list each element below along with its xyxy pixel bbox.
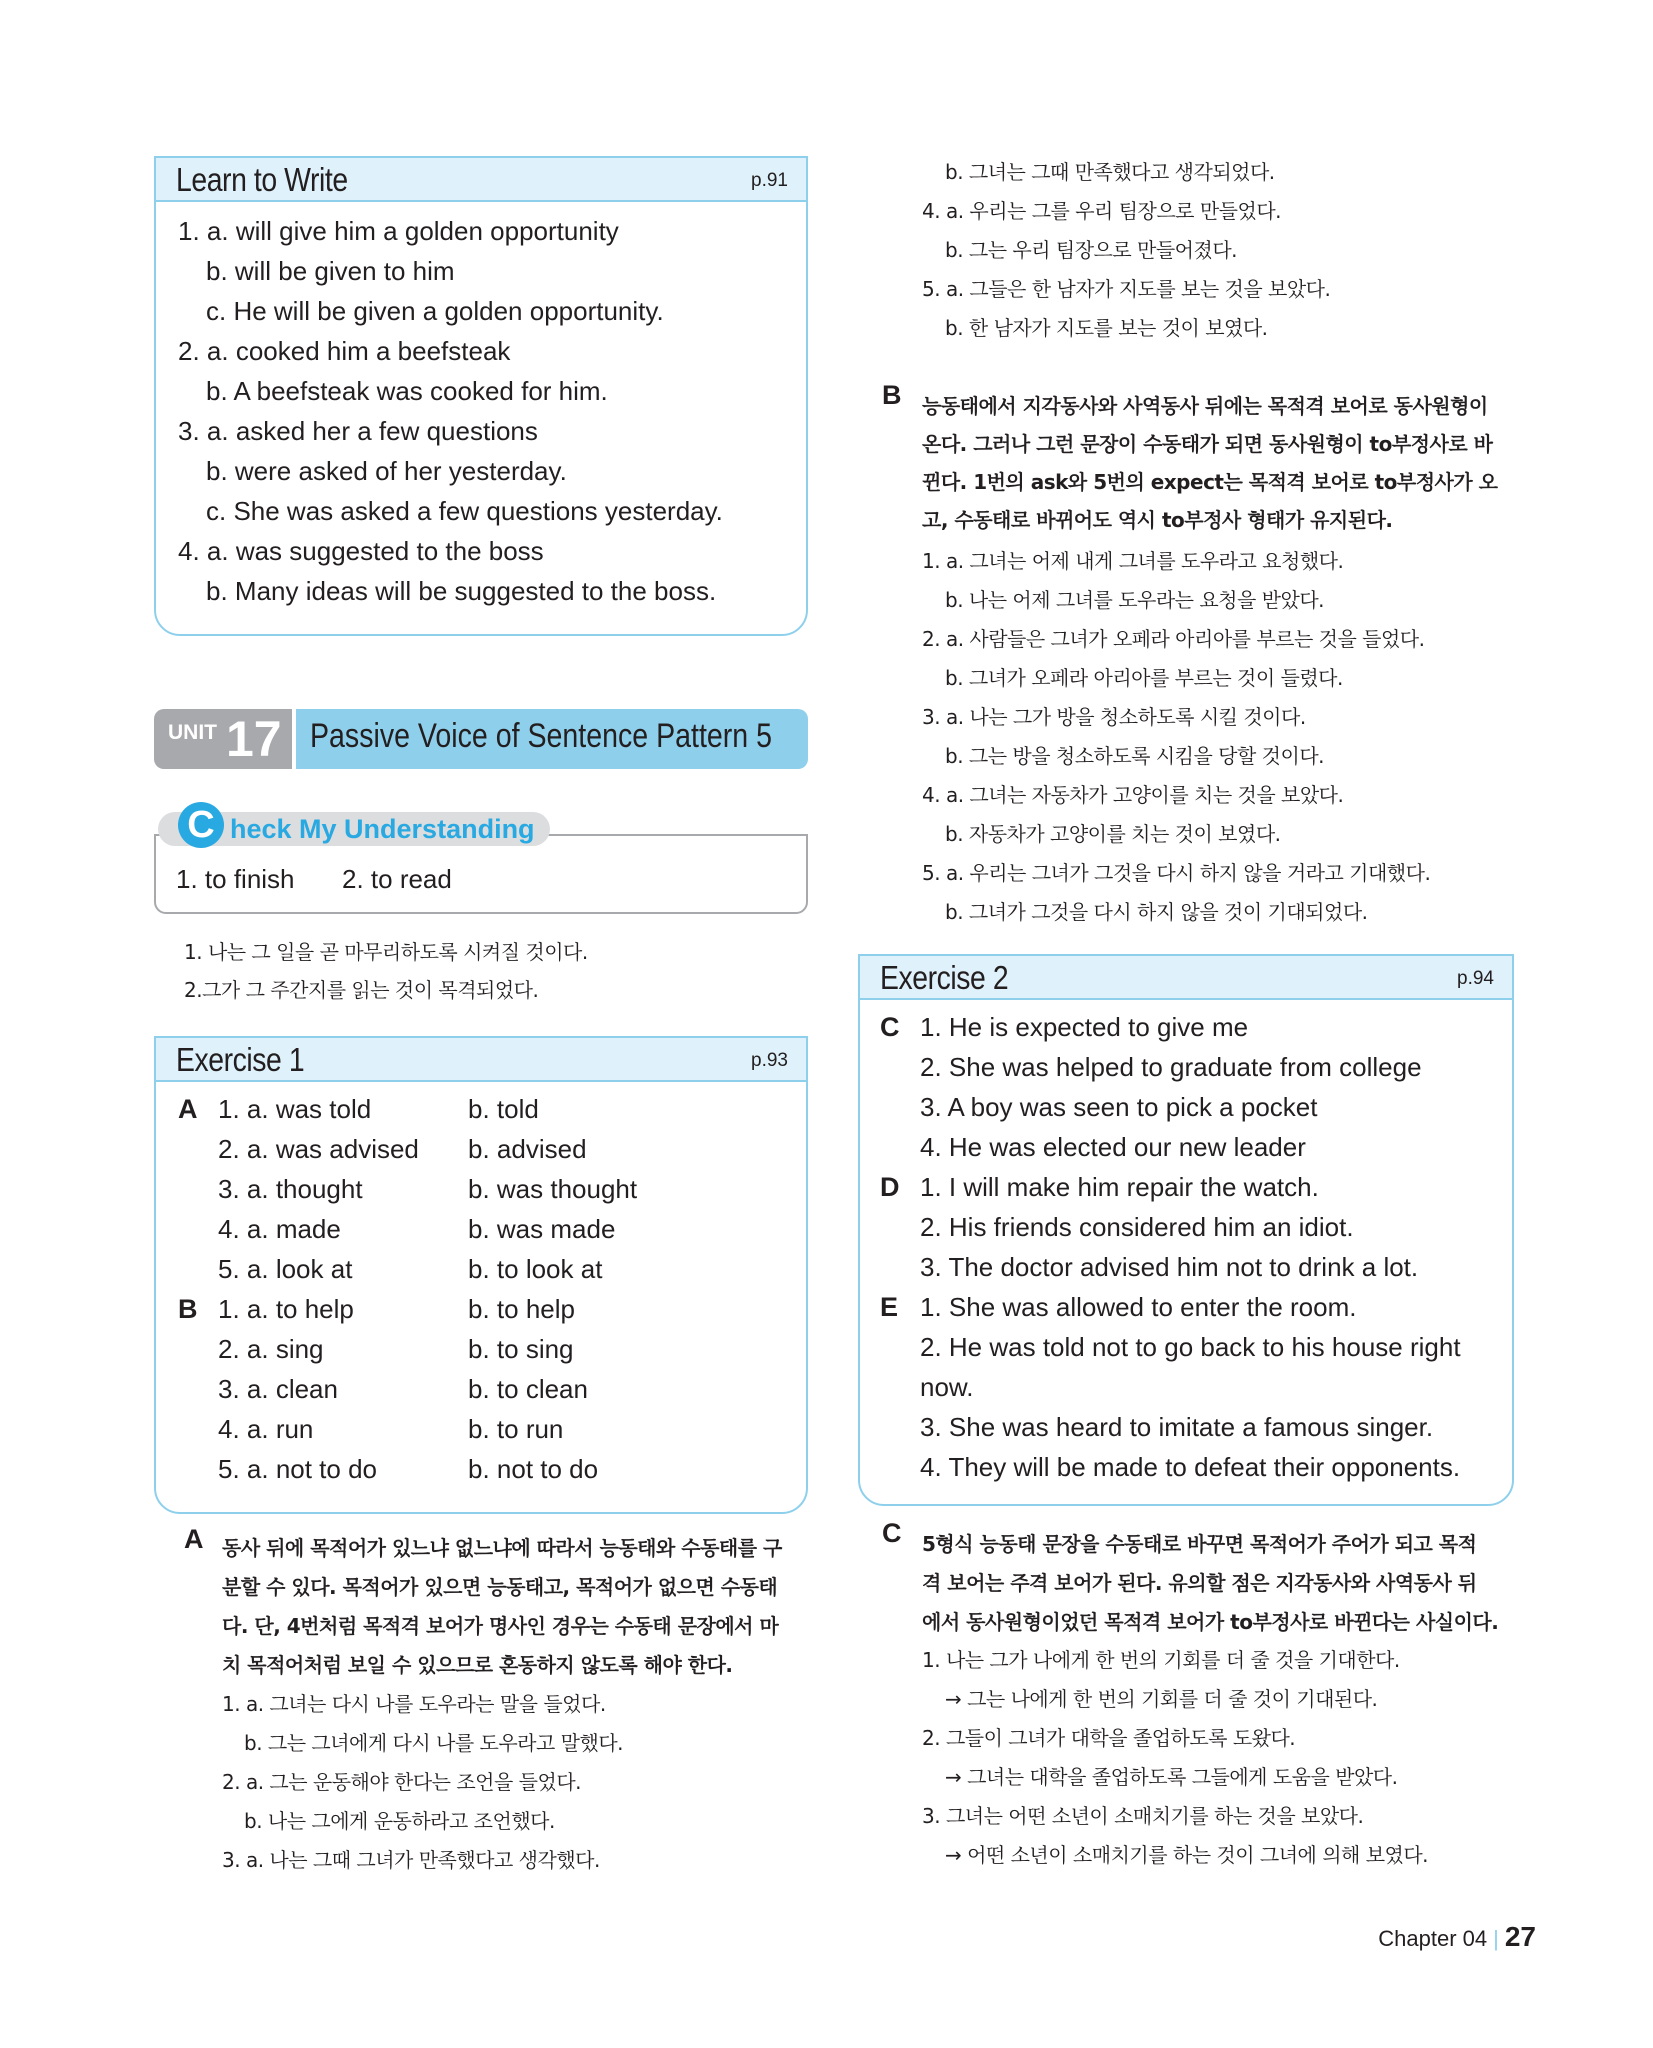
explanation-a-item: b. 그는 우리 팀장으로 만들어졌다. — [945, 238, 1237, 262]
exercise2-header — [860, 956, 1512, 1000]
exercise2-answer-line: now. — [920, 1372, 974, 1402]
footer-chapter: Chapter 04 — [1378, 1926, 1488, 1951]
exercise1-section-letter: A — [178, 1094, 198, 1124]
exercise1-answer-b: b. told — [468, 1094, 539, 1124]
explanation-c-text: 격 보어는 주격 보어가 된다. 유의할 점은 지각동사와 사역동사 뒤 — [922, 1571, 1477, 1595]
exercise1-answer-a: 1. a. to help — [218, 1294, 354, 1324]
unit-title: Passive Voice of Sentence Pattern 5 — [310, 717, 773, 755]
explanation-c-item: 1. 나는 그가 나에게 한 번의 기회를 더 줄 것을 기대한다. — [922, 1648, 1400, 1672]
exercise2-section-letter: E — [880, 1292, 899, 1322]
explanation-b-item: b. 자동차가 고양이를 치는 것이 보였다. — [945, 822, 1281, 846]
exercise2-answer-line: 1. She was allowed to enter the room. — [920, 1292, 1357, 1322]
explanation-b-text: 온다. 그러나 그런 문장이 수동태가 되면 동사원형이 to부정사로 바 — [922, 432, 1493, 456]
explanation-a-item: 3. a. 나는 그때 그녀가 만족했다고 생각했다. — [222, 1848, 600, 1872]
footer-page-number: 27 — [1504, 1921, 1536, 1952]
explanation-c-item: → 그녀는 대학을 졸업하도록 그들에게 도움을 받았다. — [945, 1765, 1398, 1789]
explanation-a-item: 4. a. 우리는 그를 우리 팀장으로 만들었다. — [922, 199, 1281, 223]
exercise2-answer-line: 3. She was heard to imitate a famous singer. — [920, 1412, 1434, 1442]
check-my-understanding — [154, 804, 808, 914]
exercise1-answer-b: b. to clean — [468, 1374, 588, 1404]
explanation-b-item: b. 나는 어제 그녀를 도우라는 요청을 받았다. — [945, 588, 1324, 612]
learn-to-write-box — [154, 156, 808, 636]
footer-separator: | — [1493, 1926, 1499, 1951]
cmu-label: heck My Understanding — [230, 814, 535, 844]
explanation-a-item: 1. a. 그녀는 다시 나를 도우라는 말을 들었다. — [222, 1692, 606, 1716]
explanation-b-text: 뀐다. 1번의 ask와 5번의 expect는 목적격 보어로 to부정사가 오 — [922, 470, 1498, 494]
exercise2-page-ref: p.94 — [1457, 968, 1494, 989]
explanation-b-item: b. 그녀가 그것을 다시 하지 않을 것이 기대되었다. — [945, 900, 1368, 924]
ltw-answer-line: b. A beefsteak was cooked for him. — [206, 376, 608, 406]
exercise2-answer-line: 2. His friends considered him an idiot. — [920, 1212, 1354, 1242]
explanation-b-item: 3. a. 나는 그가 방을 청소하도록 시킬 것이다. — [922, 705, 1306, 729]
exercise1-answer-a: 2. a. was advised — [218, 1134, 419, 1164]
explanation-c-item: → 그는 나에게 한 번의 기회를 더 줄 것이 기대된다. — [945, 1687, 1378, 1711]
exercise1-answer-a: 2. a. sing — [218, 1334, 324, 1364]
explanation-c-item: 3. 그녀는 어떤 소년이 소매치기를 하는 것을 보았다. — [922, 1804, 1364, 1828]
explanation-b-text: 고, 수동태로 바뀌어도 역시 to부정사 형태가 유지된다. — [922, 508, 1393, 532]
exercise1-answer-b: b. to run — [468, 1414, 564, 1444]
exercise2-answer-line: 4. He was elected our new leader — [920, 1132, 1306, 1162]
explanation-a-text: 분할 수 있다. 목적어가 있으면 능동태고, 목적어가 없으면 수동태 — [222, 1575, 778, 1599]
explanation-b-item: 1. a. 그녀는 어제 내게 그녀를 도우라고 요청했다. — [922, 549, 1344, 573]
exercise2-box — [858, 954, 1514, 1506]
exercise1-answer-b: b. was thought — [468, 1174, 638, 1204]
explanation-b-item: 2. a. 사람들은 그녀가 오페라 아리아를 부르는 것을 들었다. — [922, 627, 1425, 651]
exercise2-answer-line: 3. A boy was seen to pick a pocket — [920, 1092, 1318, 1122]
exercise1-answer-b: b. to look at — [468, 1254, 603, 1284]
cmu-answer-2: 2. to read — [342, 864, 452, 894]
unit-banner — [154, 709, 808, 769]
explanation-b-item: 4. a. 그녀는 자동차가 고양이를 치는 것을 보았다. — [922, 783, 1344, 807]
explanation-c-text: 에서 동사원형이었던 목적격 보어가 to부정사로 바뀐다는 사실이다. — [922, 1610, 1499, 1634]
explanation-a-item: b. 나는 그에게 운동하라고 조언했다. — [244, 1809, 555, 1833]
learn-to-write-page-ref: p.91 — [751, 170, 788, 191]
exercise1-answer-b: b. advised — [468, 1134, 587, 1164]
cmu-answer-1: 1. to finish — [176, 864, 295, 894]
explanation-a-text: 다. 단, 4번처럼 목적격 보어가 명사인 경우는 수동태 문장에서 마 — [222, 1614, 779, 1638]
exercise1-answer-a: 3. a. thought — [218, 1174, 363, 1204]
ltw-answer-line: b. were asked of her yesterday. — [206, 456, 567, 486]
explanation-a-item: b. 그는 그녀에게 다시 나를 도우라고 말했다. — [244, 1731, 623, 1755]
explanation-c-letter: C — [882, 1518, 902, 1548]
exercise1-answer-b: b. to help — [468, 1294, 575, 1324]
exercise2-answer-line: 2. She was helped to graduate from college — [920, 1052, 1422, 1082]
exercise1-answer-b: b. not to do — [468, 1454, 599, 1484]
explanation-b-item: b. 그는 방을 청소하도록 시킴을 당할 것이다. — [945, 744, 1324, 768]
ltw-answer-line: 1. a. will give him a golden opportunity — [178, 216, 619, 246]
explanation-a-item: b. 그녀는 그때 만족했다고 생각되었다. — [945, 160, 1275, 184]
explanation-a-item: b. 한 남자가 지도를 보는 것이 보였다. — [945, 316, 1268, 340]
explanation-c-item: → 어떤 소년이 소매치기를 하는 것이 그녀에 의해 보였다. — [945, 1843, 1429, 1867]
explanation-a-item: 5. a. 그들은 한 남자가 지도를 보는 것을 보았다. — [922, 277, 1331, 301]
ltw-answer-line: c. She was asked a few questions yesterday. — [206, 496, 723, 526]
explanation-b-item: 5. a. 우리는 그녀가 그것을 다시 하지 않을 거라고 기대했다. — [922, 861, 1431, 885]
exercise1-section-letter: B — [178, 1294, 198, 1324]
ltw-answer-line: 2. a. cooked him a beefsteak — [178, 336, 511, 366]
exercise1-answer-a: 4. a. made — [218, 1214, 341, 1244]
cmu-c-icon: C — [178, 802, 224, 848]
exercise1-answer-a: 5. a. not to do — [218, 1454, 378, 1484]
explanation-b-item: b. 그녀가 오페라 아리아를 부르는 것이 들렸다. — [945, 666, 1343, 690]
unit-word: UNIT — [168, 721, 217, 744]
unit-number: 17 — [226, 711, 282, 767]
exercise1-page-ref: p.93 — [751, 1050, 788, 1071]
unit-title-bar — [296, 709, 808, 769]
explanation-c-item: 2. 그들이 그녀가 대학을 졸업하도록 도왔다. — [922, 1726, 1296, 1750]
exercise2-answer-line: 2. He was told not to go back to his house right — [920, 1332, 1461, 1362]
exercise1-answer-a: 4. a. run — [218, 1414, 314, 1444]
explanation-a-text: 동사 뒤에 목적어가 있느냐 없느냐에 따라서 능동태와 수동태를 구 — [222, 1536, 782, 1560]
exercise2-answer-line: 4. They will be made to defeat their opponents. — [920, 1452, 1461, 1482]
ltw-answer-line: 4. a. was suggested to the boss — [178, 536, 544, 566]
exercise1-header — [156, 1038, 806, 1082]
exercise1-answer-a: 5. a. look at — [218, 1254, 353, 1284]
exercise1-answer-a: 1. a. was told — [218, 1094, 372, 1124]
unit-tag — [154, 709, 292, 769]
explanation-c-text: 5형식 능동태 문장을 수동태로 바꾸면 목적어가 주어가 되고 목적 — [922, 1532, 1477, 1556]
explanation-a-text: 치 목적어처럼 보일 수 있으므로 혼동하지 않도록 해야 한다. — [222, 1653, 733, 1677]
explanation-b-text: 능동태에서 지각동사와 사역동사 뒤에는 목적격 보어로 동사원형이 — [922, 394, 1488, 418]
exercise1-answer-a: 3. a. clean — [218, 1374, 338, 1404]
ltw-answer-line: b. Many ideas will be suggested to the boss. — [206, 576, 717, 606]
ltw-answer-line: 3. a. asked her a few questions — [178, 416, 538, 446]
cmu-note-1: 1. 나는 그 일을 곧 마무리하도록 시켜질 것이다. — [184, 940, 588, 964]
explanation-a-item: 2. a. 그는 운동해야 한다는 조언을 들었다. — [222, 1770, 581, 1794]
exercise2-title: Exercise 2 — [880, 959, 1009, 996]
ltw-answer-line: b. will be given to him — [206, 256, 455, 286]
ltw-answer-line: c. He will be given a golden opportunity. — [206, 296, 664, 326]
exercise2-answer-line: 3. The doctor advised him not to drink a lot. — [920, 1252, 1419, 1282]
exercise1-answer-b: b. was made — [468, 1214, 616, 1244]
cmu-answer-box — [154, 834, 808, 914]
exercise2-section-letter: C — [880, 1012, 900, 1042]
explanation-a-letter: A — [184, 1524, 204, 1554]
page-footer — [1378, 1921, 1536, 1953]
exercise1-title: Exercise 1 — [176, 1041, 305, 1078]
exercise1-answer-b: b. to sing — [468, 1334, 574, 1364]
exercise2-section-letter: D — [880, 1172, 900, 1202]
learn-to-write-title: Learn to Write — [176, 161, 348, 198]
exercise1-box — [154, 1036, 808, 1514]
exercise2-answer-line: 1. I will make him repair the watch. — [920, 1172, 1319, 1202]
cmu-note-2: 2.그가 그 주간지를 읽는 것이 목격되었다. — [184, 978, 539, 1002]
learn-to-write-header — [156, 158, 806, 202]
exercise2-answer-line: 1. He is expected to give me — [920, 1012, 1249, 1042]
explanation-b-letter: B — [882, 380, 902, 410]
